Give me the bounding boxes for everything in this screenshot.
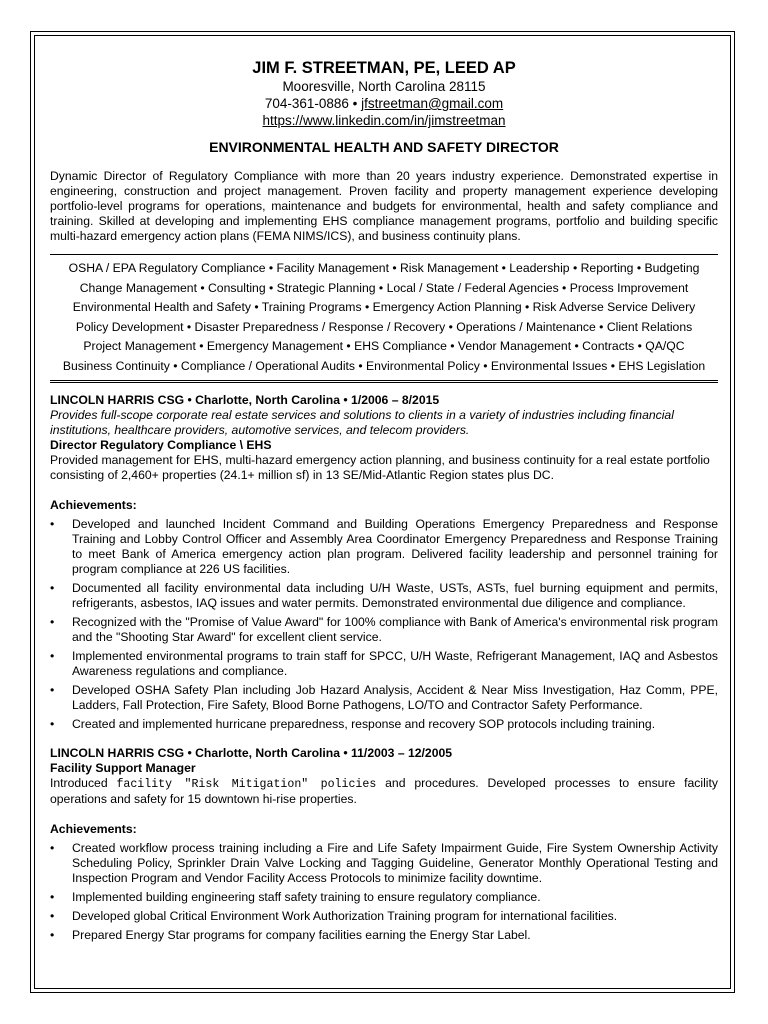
achievements-list: [50, 841, 718, 943]
bullet-icon: •: [50, 889, 55, 904]
phone: 704-361-0886: [264, 96, 349, 111]
achievement-item: • Implemented building engineering staff safety training to ensure regulatory compliance.: [50, 889, 541, 904]
resume-page: [50, 56, 718, 947]
company-description: Provides full-scope corporate real estate services and solutions to clients in a variety of industries including financial institutions, healthcare providers, automotive services, and telecom providers.: [50, 407, 674, 437]
bullet-separator: •: [352, 96, 358, 111]
skills-line: OSHA / EPA Regulatory Compliance • Facility Management • Risk Management • Leadership • Reporting • Budgeting: [68, 261, 700, 275]
location: Mooresville, North Carolina 28115: [282, 79, 486, 94]
skills-section: [50, 254, 718, 383]
divider: [50, 382, 718, 383]
summary-paragraph: Dynamic Director of Regulatory Compliance with more than 20 years industry experience. Demonstrated expertise in engineering, construction and project management. Proven facility and property management experience developing portfolio-level programs for operations, maintenance and budgets for environmental, health and safety compliance and training. Skilled at developing and implementing EHS compliance management programs, portfolio and building specific multi-hazard emergency action plans (FEMA NIMS/ICS), and business continuity plans.: [50, 169, 718, 243]
job-title: Director Regulatory Compliance \ EHS: [50, 437, 272, 452]
professional-headline: ENVIRONMENTAL HEALTH AND SAFETY DIRECTOR: [209, 139, 559, 155]
achievements-list: [50, 517, 718, 732]
linkedin-link[interactable]: https://www.linkedin.com/in/jimstreetman: [262, 113, 506, 128]
achievement-item: • Prepared Energy Star programs for company facilities earning the Energy Star Label.: [50, 927, 531, 942]
skills-list: [50, 255, 718, 380]
skills-line: Policy Development • Disaster Preparedness / Response / Recovery • Operations / Maintenance • Client Relations: [75, 319, 693, 334]
job-title: Facility Support Manager: [50, 760, 196, 775]
achievements-heading: Achievements:: [50, 497, 137, 512]
achievement-item: • Recognized with the "Promise of Value Award" for 100% compliance with Bank of America's environmental risk program and the "Shooting Star Award" for excellent client service.: [50, 614, 718, 644]
bullet-icon: •: [50, 682, 55, 697]
bullet-icon: •: [50, 716, 55, 731]
email-link[interactable]: jfstreetman@gmail.com: [361, 96, 504, 111]
achievement-item: • Created and implemented hurricane preparedness, response and recovery SOP protocols including training.: [50, 716, 656, 731]
achievement-item: • Developed and launched Incident Command and Building Operations Emergency Preparedness and Response Training and Lobby Control Officer and Assembly Area Coordinator Emergency Preparedness and Response Training to meet Bank of America emergency action plan program. Delivered facility leadership and personnel training for program compliance at 226 US facilities.: [50, 516, 718, 576]
job-summary: Provided management for EHS, multi-hazard emergency action planning, and business continuity for a real estate portfolio consisting of 2,460+ properties (24.1+ million sf) in 13 SE/Mid-Atlantic Region states plus DC.: [50, 452, 710, 482]
job-header: LINCOLN HARRIS CSG • Charlotte, North Carolina • 1/2006 – 8/2015: [50, 392, 440, 407]
bullet-icon: •: [50, 648, 55, 663]
bullet-icon: •: [50, 840, 55, 855]
achievement-item: • Developed OSHA Safety Plan including Job Hazard Analysis, Accident & Near Miss Investigation, Haz Comm, PPE, Ladders, Fall Protection, Fire Safety, Blood Borne Pathogens, LO/TO and Contractor Safety Performance.: [50, 682, 718, 712]
job-summary: Introduced facility "Risk Mitigation" policies and procedures. Developed processes to ensure facility operations and safety for 15 downtown hi-rise properties.: [50, 775, 718, 806]
achievement-item: • Created workflow process training including a Fire and Life Safety Impairment Guide, Fire System Ownership Activity Scheduling Policy, Sprinkler Drain Valve Locking and Tagging Guideline, Generator Monthly Operational Testing and Inspection Program and Vendor Facility Access Protocols to minimize facility downtime.: [50, 840, 718, 885]
bullet-icon: •: [50, 908, 55, 923]
job-entry-2: [50, 746, 718, 943]
skills-line: Environmental Health and Safety • Training Programs • Emergency Action Planning • Risk Adverse Service Delivery: [72, 300, 696, 315]
bullet-icon: •: [50, 927, 55, 942]
skills-line: Project Management • Emergency Management • EHS Compliance • Vendor Management • Contracts • QA/QC: [83, 339, 685, 354]
achievement-item: • Developed global Critical Environment Work Authorization Training program for international facilities.: [50, 908, 618, 923]
skills-line: Business Continuity • Compliance / Operational Audits • Environmental Policy • Environmental Issues • EHS Legislation: [62, 358, 706, 373]
achievement-item: • Implemented environmental programs to train staff for SPCC, U/H Waste, Refrigerant Management, IAQ and Asbestos Awareness regulations and compliance.: [50, 648, 718, 678]
bullet-icon: •: [50, 614, 55, 629]
contact-line: [50, 95, 718, 112]
job-header: LINCOLN HARRIS CSG • Charlotte, North Carolina • 11/2003 – 12/2005: [50, 745, 453, 760]
bullet-icon: •: [50, 516, 55, 531]
candidate-name: JIM F. STREETMAN, PE, LEED AP: [252, 59, 516, 77]
skills-line: Change Management • Consulting • Strategic Planning • Local / State / Federal Agencies • Process Improvement: [79, 280, 689, 295]
divider: [50, 380, 718, 381]
achievement-item: • Documented all facility environmental data including U/H Waste, USTs, ASTs, fuel burning equipment and permits, refrigerants, asbestos, IAQ issues and water permits. Demonstrated environmental due diligence and compliance.: [50, 580, 718, 610]
achievements-heading: Achievements:: [50, 821, 137, 836]
bullet-icon: •: [50, 580, 55, 595]
job-entry-1: [50, 393, 718, 732]
